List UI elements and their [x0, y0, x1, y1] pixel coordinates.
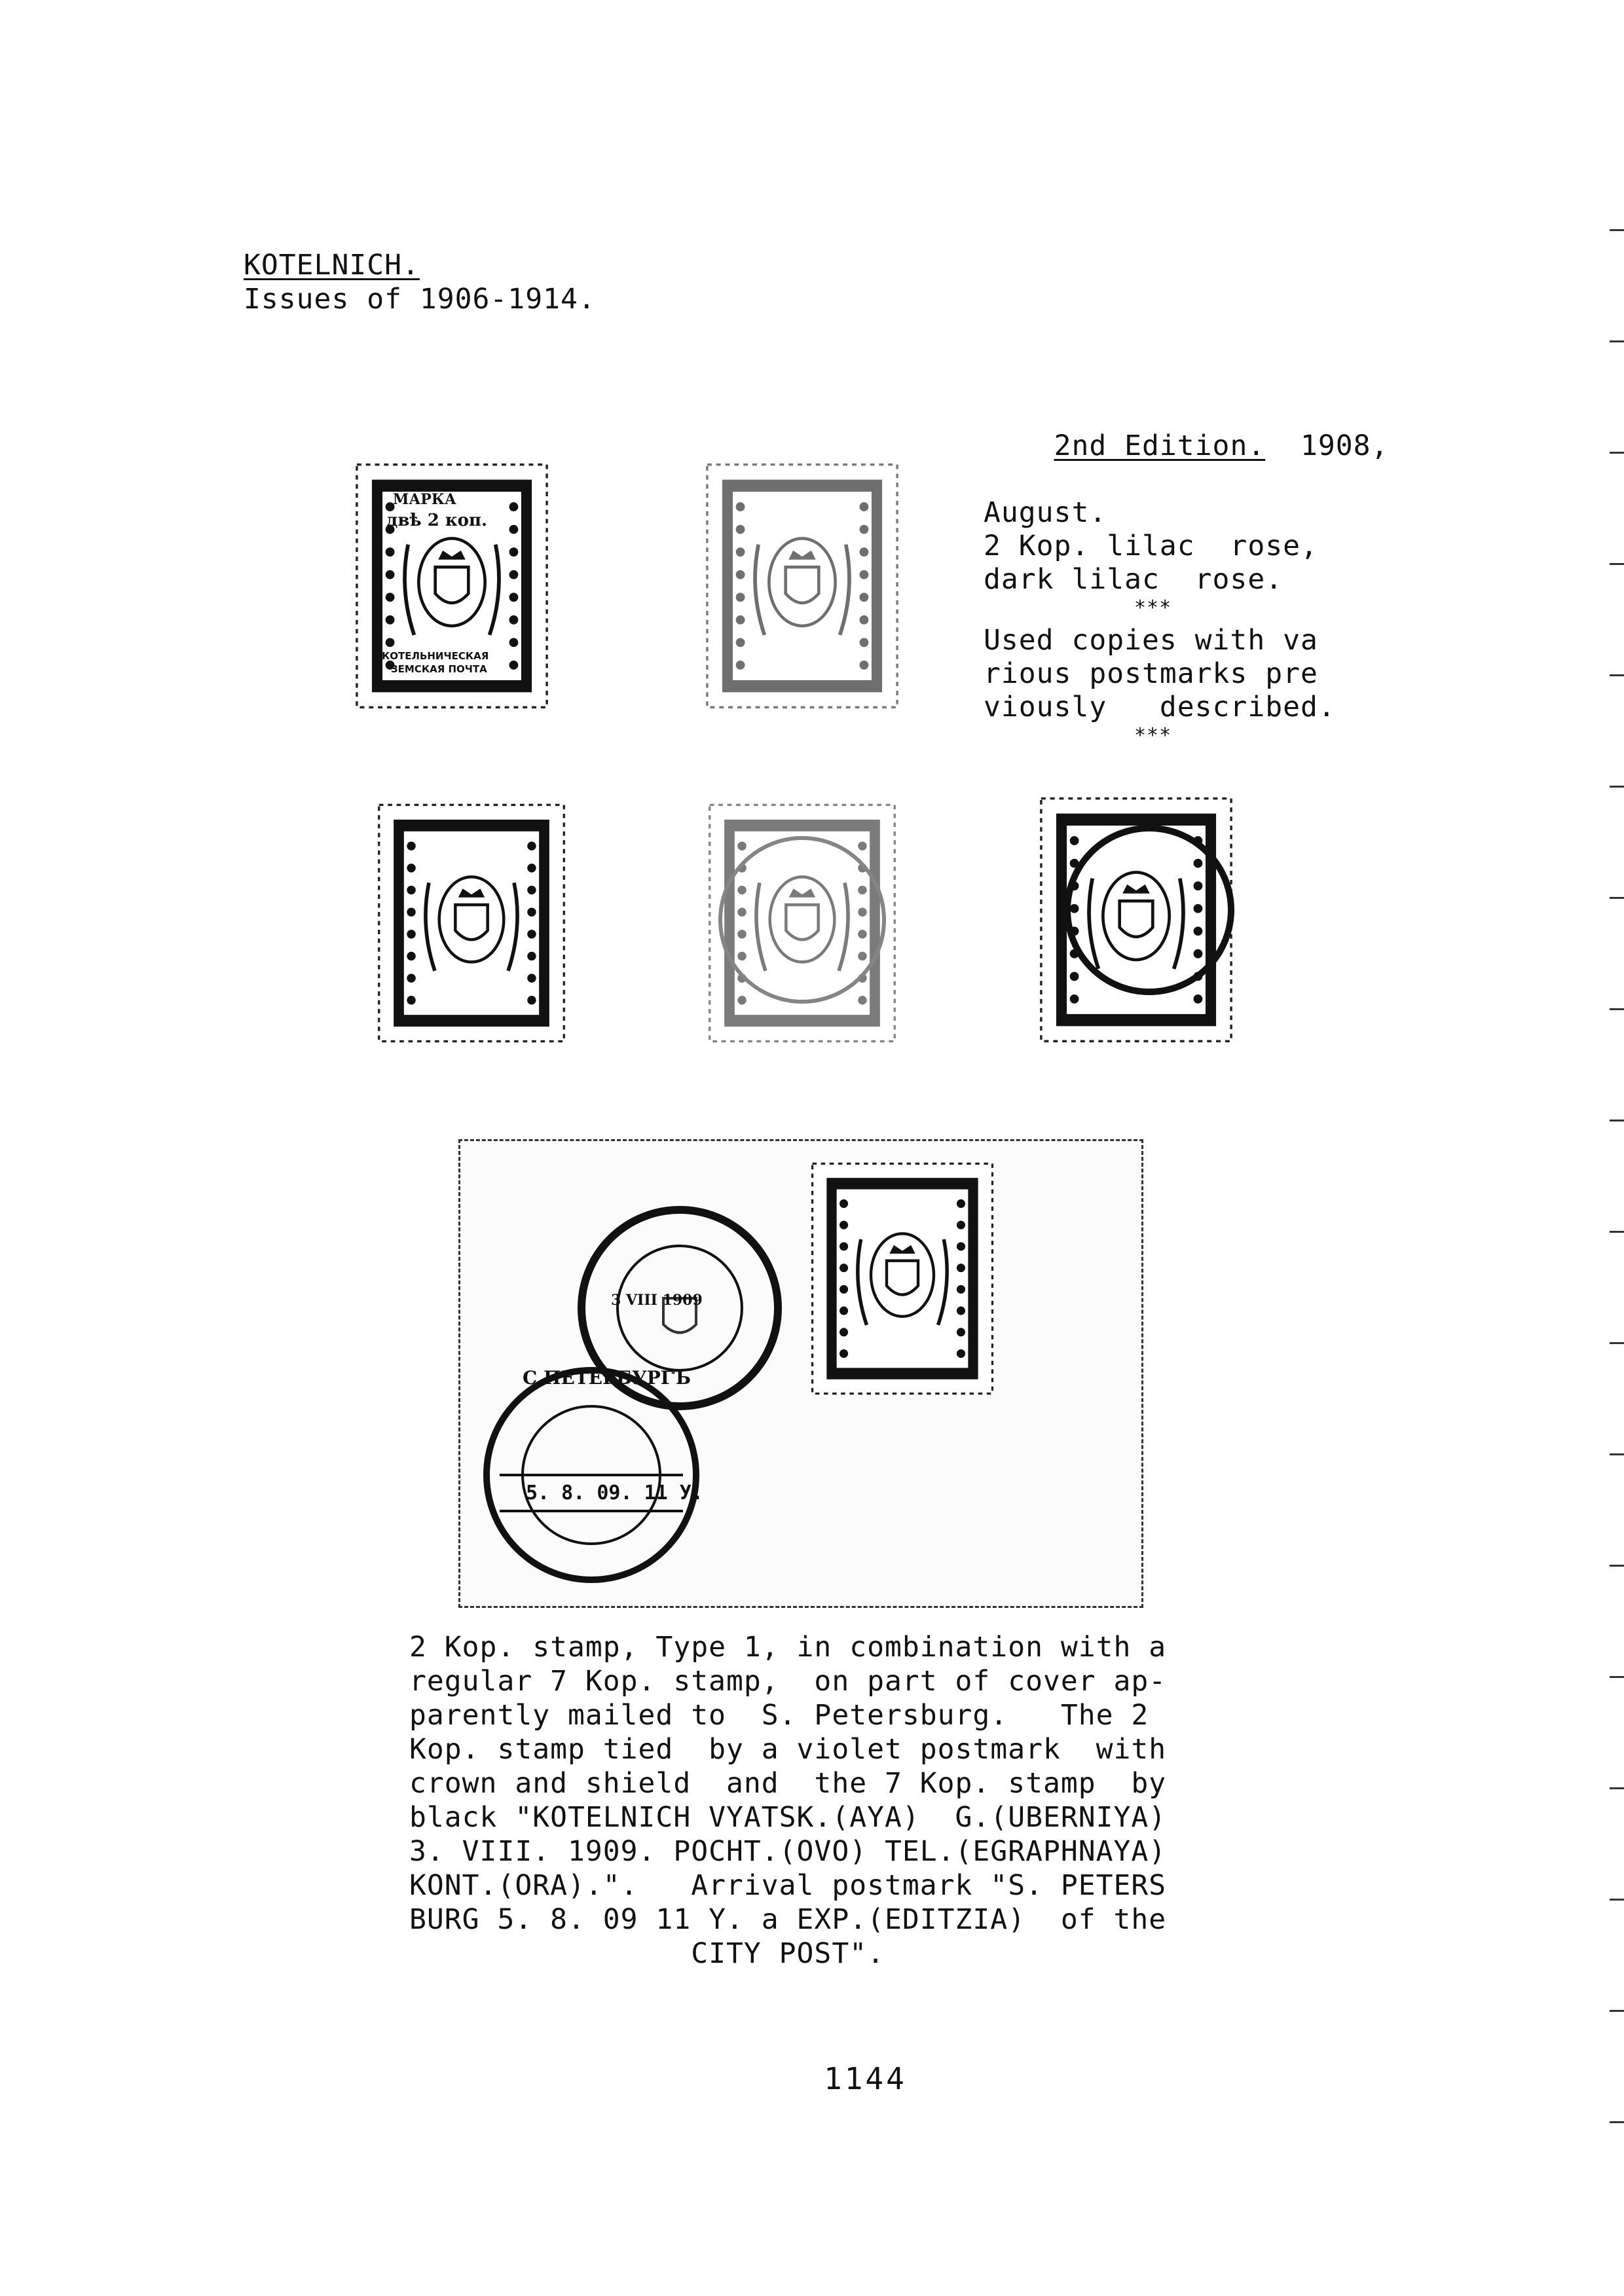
margin-mark [1610, 1565, 1624, 1567]
stamp-image [704, 462, 900, 710]
margin-mark [1610, 452, 1624, 454]
caption [409, 1630, 1166, 1971]
margin-mark [1610, 1342, 1624, 1344]
margin-mark [1610, 2010, 1624, 2012]
arrival-postmark [473, 1357, 709, 1593]
stamp-image [370, 802, 573, 1044]
edition-used-line: viously described. [984, 691, 1336, 723]
caption-line: CITY POST". [409, 1937, 885, 1970]
caption-line: BURG 5. 8. 09 11 Y. a EXP.(EDITZIA) of the [409, 1903, 1167, 1936]
margin-mark [1610, 340, 1624, 342]
margin-mark [1610, 1231, 1624, 1233]
margin-mark [1610, 1120, 1624, 1121]
caption-line: crown and shield and the 7 Kop. stamp by [409, 1767, 1167, 1800]
stamp-image [704, 802, 900, 1044]
stamp-image [804, 1161, 1001, 1396]
stamp-value: двѣ 2 коп. [386, 511, 488, 530]
margin-mark [1610, 786, 1624, 788]
edition-heading: 2nd Edition. [1054, 429, 1266, 462]
caption-line: KONT.(ORA).". Arrival postmark "S. PETERS [409, 1869, 1167, 1902]
arrival-postmark-date: 5. 8. 09. 11 У. [526, 1482, 703, 1504]
margin-mark [1610, 1899, 1624, 1901]
margin-mark [1610, 563, 1624, 565]
page-title: KOTELNICH. [244, 249, 420, 282]
edition-used-line: Used copies with va [984, 624, 1318, 657]
margin-mark [1610, 1676, 1624, 1678]
edition-line: 2 Kop. lilac rose, [984, 530, 1318, 562]
separator: *** [1134, 724, 1172, 747]
stamp-text-bottom: ЗЕМСКАЯ ПОЧТА [391, 663, 487, 675]
margin-mark [1610, 1453, 1624, 1455]
margin-mark [1610, 674, 1624, 676]
stamp-label: МАРКА [393, 491, 456, 508]
edition-year: 1908, [1301, 429, 1389, 462]
edition-used-line: rious postmarks pre [984, 657, 1318, 690]
arrival-postmark-city: С.ПЕТЕРБУРГЪ [523, 1367, 691, 1389]
margin-mark [1610, 229, 1624, 231]
stamp-image [1038, 795, 1234, 1044]
page-subtitle: Issues of 1906-1914. [244, 283, 596, 316]
caption-line: 2 Kop. stamp, Type 1, in combination with a [409, 1631, 1167, 1664]
caption-line: black "KOTELNICH VYATSK.(AYA) G.(UBERNIYA) [409, 1801, 1167, 1834]
stamp-text-bottom: КОТЕЛЬНИЧЕСКАЯ [382, 650, 489, 662]
caption-line: regular 7 Kop. stamp, on part of cover ap- [409, 1665, 1167, 1698]
caption-line: parently mailed to S. Petersburg. The 2 [409, 1699, 1149, 1732]
caption-line: 3. VIII. 1909. POCHT.(OVO) TEL.(EGRAPHNAYA) [409, 1835, 1167, 1868]
cover-fragment [458, 1139, 1143, 1608]
margin-mark [1610, 2121, 1624, 2123]
edition-line: dark lilac rose. [984, 563, 1283, 596]
edition-line: August. [984, 496, 1107, 529]
stamp-image [331, 462, 573, 710]
edition-note [984, 396, 1388, 748]
margin-mark [1610, 897, 1624, 899]
margin-mark [1610, 1008, 1624, 1010]
separator: *** [1134, 596, 1172, 619]
page-number: 1144 [824, 2061, 907, 2096]
margin-mark [1610, 1787, 1624, 1789]
departure-postmark-date: 3 VIII 1909 [611, 1292, 703, 1309]
caption-line: Kop. stamp tied by a violet postmark with [409, 1733, 1167, 1766]
